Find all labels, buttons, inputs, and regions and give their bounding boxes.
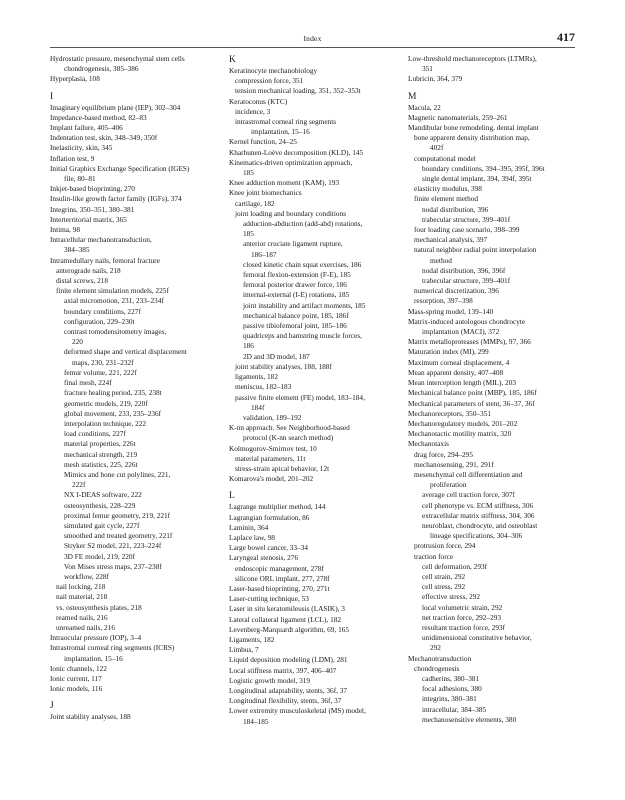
index-subentry: 186–187 <box>251 249 277 259</box>
index-subentry: mesh statistics, 225, 226t <box>64 459 138 469</box>
index-entry: Kinematics-driven optimization approach, <box>229 157 353 167</box>
index-subentry: joint stability analyses, 188, 188f <box>235 361 332 371</box>
index-subentry: passive finite element (FE) model, 183–184, <box>235 392 365 402</box>
index-subentry: Von Mises stress maps, 237–238f <box>64 561 162 571</box>
index-subentry: 3D FE model, 219, 220f <box>64 551 135 561</box>
index-subentry: numerical discretization, 396 <box>414 286 499 296</box>
index-subentry: simulated gait cycle, 227f <box>64 520 140 530</box>
index-entry: Levenberg-Marquardt algorithm, 69, 165 <box>229 624 350 634</box>
index-subentry: method <box>430 255 452 265</box>
index-subentry: 384–385 <box>64 245 90 255</box>
index-subentry: mechanical balance point, 185, 186f <box>243 310 349 320</box>
index-entry: Mean apparent density, 407–408 <box>408 367 504 377</box>
index-subentry: single dental implant, 394, 394f, 395t <box>422 174 532 184</box>
index-entry: Ionic channels, 122 <box>50 663 107 673</box>
page-header <box>50 30 575 48</box>
index-subentry: material properties, 226t <box>64 439 136 449</box>
index-subentry: 292 <box>430 643 441 653</box>
index-subentry: joint instability and artifact moments, 185 <box>243 300 366 310</box>
index-entry: Keratinocyte mechanobiology <box>229 66 318 75</box>
index-subentry: finite element method <box>414 194 479 204</box>
index-subentry: focal adhesions, 380 <box>422 684 482 694</box>
index-subentry: anterior cruciate ligament rupture, <box>243 239 343 249</box>
index-subentry: implantation, 15–16 <box>251 127 310 137</box>
index-entry: Mechanotaxis <box>408 439 449 449</box>
index-subentry: maps, 230, 231–232f <box>72 357 134 367</box>
index-entry: Laser in situ keratomileusis (LASIK), 3 <box>229 604 345 614</box>
index-column-1 <box>50 54 218 723</box>
index-entry: Komarova's model, 201–202 <box>229 474 314 484</box>
index-entry: Macula, 22 <box>408 102 441 112</box>
index-entry: Matrix metalloproteases (MMPs), 97, 366 <box>408 337 531 347</box>
index-entry: Interterritorial matrix, 365 <box>50 214 127 224</box>
index-letter-heading: I <box>50 91 54 102</box>
index-subentry: stress-strain apical behavior, 12t <box>235 463 330 473</box>
index-subentry: implantation, 15–16 <box>64 653 123 663</box>
index-subentry: ligaments, 182 <box>235 372 278 382</box>
index-entry: Intramedullary nails, femoral fracture <box>50 255 160 265</box>
index-subentry: protocol (K-nn search method) <box>243 433 334 443</box>
index-entry: Lagrange multiplier method, 144 <box>229 502 326 512</box>
index-entry: Lateral collateral ligament (LCL), 182 <box>229 614 342 624</box>
index-entry: Ionic models, 116 <box>50 684 103 694</box>
index-subentry: boundary conditions, 227f <box>64 306 141 316</box>
index-subentry: unidimensional constitutive behavior, <box>422 633 532 643</box>
index-subentry: contrast tomodensitometry images, <box>64 327 167 337</box>
index-subentry: chondrogenesis, 385–386 <box>64 64 139 74</box>
page-number: 417 <box>557 30 575 44</box>
index-entry: Mechanoreceptors, 350–351 <box>408 408 492 418</box>
index-column-2 <box>229 54 397 727</box>
index-subentry: geometric models, 219, 220f <box>64 398 148 408</box>
index-subentry: global movement, 233, 235–236f <box>64 408 162 418</box>
index-entry: Intracellular mechanotransduction, <box>50 235 152 245</box>
header-rule <box>50 47 575 48</box>
index-entry: Mechanoregulatory models, 201–202 <box>408 418 518 428</box>
index-subentry: mechanical analysis, 397 <box>414 235 488 245</box>
index-subentry: femur volume, 221, 222f <box>64 367 137 377</box>
index-entry: Mandibular bone remodeling, dental implant <box>408 123 539 133</box>
index-letter-heading: L <box>229 491 235 502</box>
index-column-3 <box>408 54 576 725</box>
index-subentry: 184f <box>251 402 265 412</box>
index-entry: Knee joint biomechanics <box>229 188 302 198</box>
index-subentry: mesenchymal cell differentiation and <box>414 469 523 479</box>
index-subentry: 402f <box>430 143 444 153</box>
index-subentry: femoral flexion-extension (F-E), 185 <box>243 270 351 280</box>
index-subentry: elasticity modulus, 398 <box>414 184 482 194</box>
index-entry: Intima, 98 <box>50 225 80 235</box>
index-subentry: trabecular structure, 399–401f <box>422 214 511 224</box>
index-subentry: implantation (MACI), 372 <box>422 327 500 337</box>
index-subentry: smoothed and treated geometry, 221f <box>64 531 173 541</box>
index-subentry: interpolation technique, 222 <box>64 418 147 428</box>
index-subentry: computational model <box>414 153 476 163</box>
index-entry: Intraocular pressure (IOP), 3–4 <box>50 633 142 643</box>
index-subentry: femoral posterior drawer force, 186 <box>243 280 347 290</box>
index-subentry: cell stress, 292 <box>422 582 466 592</box>
index-subentry: internal-external (I-E) rotations, 185 <box>243 290 350 300</box>
index-entry: K-nn approach. See Neighborhood-based <box>229 423 350 433</box>
index-entry: Imaginary equilibrium plane (IEP), 302–304 <box>50 102 181 112</box>
index-entry: Implant failure, 405–406 <box>50 123 123 133</box>
index-entry: Large bowel cancer, 33–34 <box>229 543 308 553</box>
index-subentry: mechanical strength, 219 <box>64 449 138 459</box>
index-subentry: extracellular matrix stiffness, 304, 306 <box>422 510 535 520</box>
index-entry: Joint stability analyses, 188 <box>50 712 131 722</box>
index-subentry: nodal distribution, 396 <box>422 204 489 214</box>
index-subentry: 185 <box>243 229 254 239</box>
index-subentry: distal screws, 218 <box>56 276 109 286</box>
index-subentry: anterograde nails, 218 <box>56 265 121 275</box>
index-subentry: NX I-DEAS software, 222 <box>64 490 142 500</box>
index-subentry: effective stress, 292 <box>422 592 481 602</box>
index-subentry: proliferation <box>430 480 467 490</box>
index-entry: Maturation index (MI), 299 <box>408 347 489 357</box>
index-entry: Mean interception length (MIL), 203 <box>408 378 517 388</box>
index-entry: Initial Graphics Exchange Specification (IGES) <box>50 163 190 173</box>
index-entry: Logistic growth model, 319 <box>229 675 311 685</box>
index-subentry: material parameters, 11t <box>235 453 306 463</box>
index-entry: Mechanotactic motility matrix, 320 <box>408 429 512 439</box>
index-entry: Laser-cutting technique, 53 <box>229 594 309 604</box>
index-entry: Longitudinal flexibility, stents, 36f, 37 <box>229 696 342 706</box>
index-subentry: integrins, 380–381 <box>422 694 477 704</box>
index-subentry: mechanosensing, 291, 291f <box>414 459 494 469</box>
index-entry: Lagrangian formulation, 86 <box>229 512 310 522</box>
index-entry: Mass-spring model, 139–140 <box>408 306 494 316</box>
index-entry: Inflation test, 9 <box>50 153 95 163</box>
index-subentry: meniscus, 182–183 <box>235 382 292 392</box>
index-letter-heading: M <box>408 91 417 102</box>
index-subentry: cartilage, 182 <box>235 198 275 208</box>
index-entry: Intrastromal corneal ring segments (ICRS) <box>50 643 175 653</box>
index-subentry: final mesh, 224f <box>64 378 112 388</box>
index-entry: Laryngeal stenosis, 276 <box>229 553 299 563</box>
index-subentry: 2D and 3D model, 187 <box>243 351 310 361</box>
index-subentry: bone apparent density distribution map, <box>414 133 530 143</box>
index-subentry: 184–185 <box>243 716 269 726</box>
index-entry: Inelasticity, skin, 345 <box>50 143 113 153</box>
index-subentry: 186 <box>243 341 254 351</box>
index-subentry: nail locking, 218 <box>56 582 106 592</box>
index-entry: Maximum corneal displacement, 4 <box>408 357 510 367</box>
index-subentry: protrusion force, 294 <box>414 541 476 551</box>
index-subentry: passive tibiofemoral joint, 185–186 <box>243 321 347 331</box>
index-entry: Laminin, 364 <box>229 522 269 532</box>
index-subentry: axial micromotion, 231, 233–234f <box>64 296 164 306</box>
index-entry: Mechanical parameters of stent, 36–37, 36f <box>408 398 535 408</box>
index-subentry: unreamed nails, 216 <box>56 622 115 632</box>
index-subentry: reamed nails, 216 <box>56 612 108 622</box>
index-letter-heading: J <box>50 701 54 712</box>
index-subentry: net traction force, 292–293 <box>422 612 502 622</box>
index-subentry: 185 <box>243 168 254 178</box>
index-subentry: vs. osteosynthesis plates, 218 <box>56 602 142 612</box>
index-subentry: intracellular, 384–385 <box>422 704 487 714</box>
index-subentry: quadriceps and hamstring muscle forces, <box>243 331 362 341</box>
index-entry: Laplace law, 98 <box>229 532 275 542</box>
index-subentry: validation, 189–192 <box>243 412 302 422</box>
index-entry: Ligaments, 182 <box>229 634 275 644</box>
index-letter-heading: K <box>229 55 236 65</box>
index-subentry: local volumetric strain, 292 <box>422 602 503 612</box>
index-subentry: intrastromal corneal ring segments <box>235 117 337 127</box>
index-subentry: load conditions, 227f <box>64 429 126 439</box>
index-subentry: workflow, 228f <box>64 571 109 581</box>
index-subentry: cadherins, 380–381 <box>422 673 480 683</box>
index-subentry: osteosynthesis, 228–229 <box>64 500 136 510</box>
index-entry: Impedance-based method, 82–83 <box>50 112 147 122</box>
index-subentry: traction force <box>414 551 454 561</box>
index-entry: Local stiffness matrix, 397, 406–407 <box>229 665 337 675</box>
index-subentry: adduction-abduction (add-abd) rotations, <box>243 219 363 229</box>
index-subentry: average cell traction force, 307f <box>422 490 515 500</box>
index-entry: Integrins, 350–351, 380–381 <box>50 204 135 214</box>
index-subentry: joint loading and boundary conditions <box>235 208 347 218</box>
index-subentry: nodal distribution, 396, 396f <box>422 265 506 275</box>
index-subentry: chondrogenesis <box>414 663 460 673</box>
index-subentry: cell strain, 292 <box>422 571 466 581</box>
index-entry: Mechanotransduction <box>408 653 472 663</box>
index-entry: Kharhunen-Loève decomposition (KLD), 145 <box>229 147 364 157</box>
index-subentry: natural neighbor radial point interpolation <box>414 245 537 255</box>
index-entry: Longitudinal adaptability, stents, 36f, 37 <box>229 685 348 695</box>
index-subentry: 220 <box>72 337 83 347</box>
index-entry: Matrix-induced autologous chondrocyte <box>408 316 526 326</box>
index-subentry: drag force, 294–295 <box>414 449 473 459</box>
index-subentry: deformed shape and vertical displacement <box>64 347 187 357</box>
index-entry: Liquid deposition modeling (LDM), 281 <box>229 655 348 665</box>
index-entry: Lubricin, 364, 379 <box>408 74 463 84</box>
index-entry: Insulin-like growth factor family (IGFs), 374 <box>50 194 182 204</box>
index-subentry: configuration, 229–230t <box>64 316 135 326</box>
index-entry: Hyperplasia, 108 <box>50 74 100 84</box>
index-entry: Low-threshold mechanoreceptors (LTMRs), <box>408 54 537 63</box>
index-subentry: endoscopic management, 278f <box>235 563 324 573</box>
index-subentry: resorption, 397–398 <box>414 296 473 306</box>
index-entry: Ionic current, 117 <box>50 673 102 683</box>
running-head: Index <box>303 34 322 43</box>
index-subentry: proximal femur geometry, 219, 221f <box>64 510 171 520</box>
index-entry: Lower extremity musculoskeletal (MS) model, <box>229 706 366 716</box>
index-subentry: resultant traction force, 293f <box>422 622 506 632</box>
index-subentry: fracture healing period, 235, 238t <box>64 388 162 398</box>
index-subentry: lineage specifications, 304–306 <box>430 531 523 541</box>
index-entry: Kolmogorov-Smirnov test, 10 <box>229 443 317 453</box>
index-subentry: cell deformation, 293f <box>422 561 488 571</box>
index-subentry: tension mechanical loading, 351, 352–353t <box>235 86 361 96</box>
index-subentry: file, 80–81 <box>64 174 96 184</box>
index-entry: Keratoconus (KTC) <box>229 96 288 106</box>
index-subentry: nail material, 218 <box>56 592 108 602</box>
index-subentry: boundary conditions, 394–395, 395f, 396t <box>422 163 545 173</box>
index-subentry: Mimics and bone cut polylines, 221, <box>64 469 171 479</box>
index-subentry: neuroblast, chondrocyte, and osteoblast <box>422 520 538 530</box>
index-entry: Kernel function, 24–25 <box>229 137 297 147</box>
index-entry: Hydrostatic pressure, mesenchymal stem cells <box>50 54 185 63</box>
index-entry: Limbus, 7 <box>229 645 259 655</box>
index-subentry: 351 <box>422 64 433 74</box>
index-entry: Knee adduction moment (KAM), 193 <box>229 178 340 188</box>
index-subentry: finite element simulation models, 225f <box>56 286 169 296</box>
index-subentry: compression force, 351 <box>235 76 304 86</box>
index-subentry: four loading case scenario, 398–399 <box>414 225 520 235</box>
index-subentry: mechanosensitive elements, 380 <box>422 714 517 724</box>
index-entry: Inkjet-based bioprinting, 270 <box>50 184 135 194</box>
index-subentry: silicone ORL implant, 277, 278f <box>235 573 330 583</box>
index-entry: Indentation test, skin, 348–349, 350f <box>50 133 158 143</box>
index-subentry: incidence, 3 <box>235 106 271 116</box>
index-subentry: 222f <box>72 480 86 490</box>
index-subentry: cell phenotype vs. ECM stiffness, 306 <box>422 500 534 510</box>
index-entry: Magnetic nanomaterials, 259–261 <box>408 112 508 122</box>
index-entry: Mechanical balance point (MBP), 185, 186f <box>408 388 537 398</box>
index-subentry: trabecular structure, 399–401f <box>422 276 511 286</box>
index-entry: Laser-based bioprinting, 270, 271t <box>229 583 330 593</box>
index-subentry: closed kinetic chain squat exercises, 186 <box>243 259 362 269</box>
index-subentry: Stryker S2 model, 221, 223–224f <box>64 541 162 551</box>
